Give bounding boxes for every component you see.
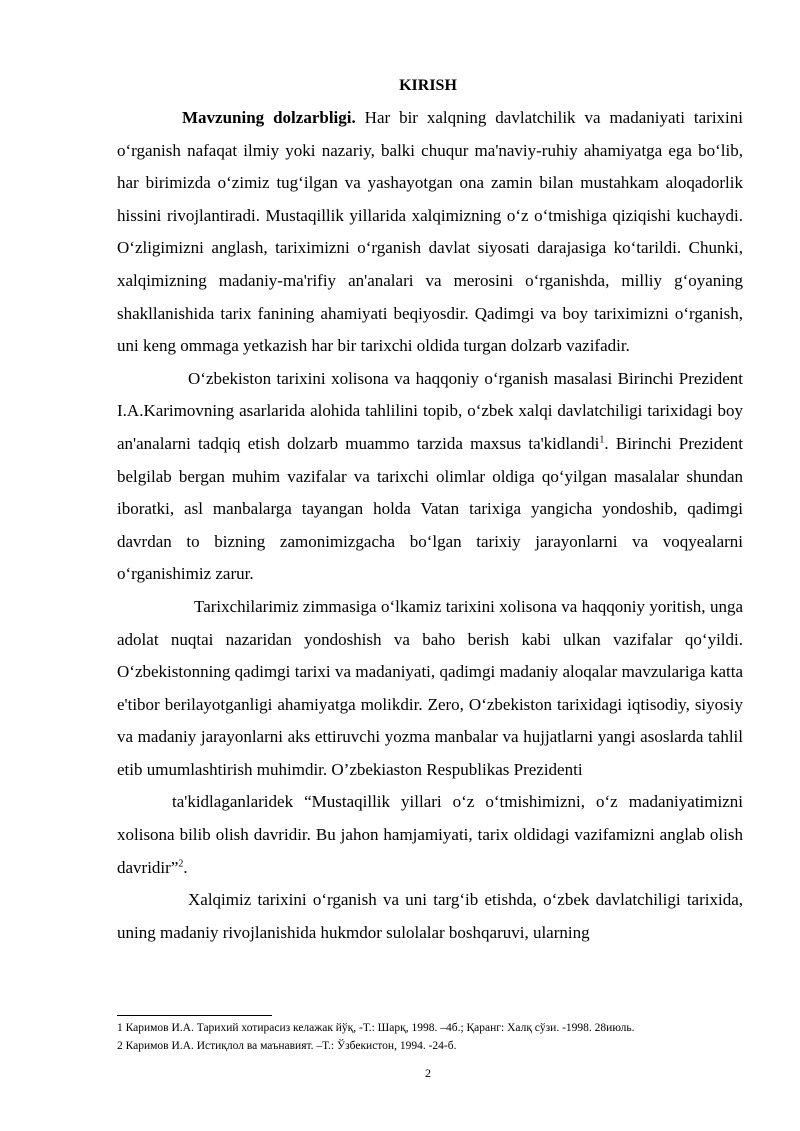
paragraph-4-text-b: .	[183, 857, 188, 877]
paragraph-5-text: Xalqimiz tarixini o‘rganish va uni targ‘ib etishda, o‘zbek davlatchiligi tarixida, uning madaniy rivojlanishida hukmdor sulolalar boshqaruvi, ularning	[117, 890, 743, 942]
paragraph-3	[117, 591, 743, 787]
paragraph-4	[117, 786, 743, 884]
paragraph-1-text: Har bir xalqning davlatchilik va madaniyati tarixini o‘rganish nafaqat ilmiy yoki nazariy, balki chuqur ma'naviy-ruhiy ahamiyatga ega bo‘lib, har birimizda o‘zimiz tug‘ilgan va yashayotgan ona zamin bilan mustahkam aloqadorlik hissini rivojlantiradi. Mustaqillik yillarida xalqimizning o‘z o‘tmishiga qiziqishi kuchaydi. O‘zligimizni anglash, tariximizni o‘rganish davlat siyosati darajasiga ko‘tarildi. Chunki, xalqimizning madaniy-ma'rifiy an'analari va merosini o‘rganishda, milliy g‘oyaning shakllanishida tarix fanining ahamiyati beqiyosdir. Qadimgi va boy tariximizni o‘rganish, uni keng ommaga yetkazish har bir tarixchi oldida turgan dolzarb vazifadir.	[117, 108, 743, 356]
footnote-separator	[117, 1015, 272, 1016]
page-number: 2	[425, 1066, 431, 1080]
paragraph-1	[117, 102, 743, 363]
footnote-1: 1 Каримов И.А. Тарихий хотирасиз келажак йўқ, -Т.: Шарқ, 1998. –4б.; Қаранг: Халқ сўзи. -1998. 28июль.	[117, 1022, 635, 1034]
paragraph-2-text-b: . Birinchi Prezident belgilab bergan muhim vazifalar va tarixchi olimlar oldiga qo‘yilgan masalalar shundan iboratki, asl manbalarga tayangan holda Vatan tarixiga yangicha yondoshib, qadimgi davrdan to bizning zamonimizgacha bo‘lgan tarixiy jarayonlarni va voqyealarni o‘rganishimiz zarur.	[117, 433, 743, 584]
footnote-2: 2 Каримов И.А. Истиқлол ва маънавият. –Т.: Ўзбекистон, 1994. -24-б.	[117, 1040, 457, 1052]
paragraph-2	[117, 363, 743, 591]
document-body	[117, 102, 743, 949]
paragraph-4-text-a: ta'kidlaganlaridek “Mustaqillik yillari o‘z o‘tmishimizni, o‘z madaniyatimizni xolisona bilib olish davridir. Bu jahon hamjamiyati, tarix oldidagi vazifamizni anglab olish davridir”	[117, 792, 743, 877]
paragraph-3-text: Tarixchilarimiz zimmasiga o‘lkamiz tarixini xolisona va haqqoniy yoritish, unga adolat nuqtai nazaridan yondoshish va baho berish kabi ulkan vazifalar qo‘yildi. O‘zbekistonning qadimgi tarixi va madaniyati, qadimgi madaniy aloqalar mavzulariga katta e'tibor berilayotganligi ahamiyatga molikdir. Zero, O‘zbekiston tarixidagi iqtisodiy, siyosiy va madaniy jarayonlarni aks ettiruvchi yozma manbalar va hujjatlarni yangi asoslarda tahlil etib umumlashtirish muhimdir. O’zbekiaston Respublikas Prezidenti	[117, 596, 743, 779]
footnote-ref-2[interactable]: 2	[178, 858, 184, 869]
page-title: KIRISH	[399, 77, 457, 94]
paragraph-1-lead: Mavzuning dolzarbligi.	[182, 108, 356, 127]
footnote-ref-1[interactable]: 1	[599, 434, 605, 446]
paragraph-5	[117, 884, 743, 949]
paragraph-2-text-a: O‘zbekiston tarixini xolisona va haqqoniy o‘rganish masalasi Birinchi Prezident I.A.Karimovning asarlarida alohida tahlilini topib, o‘zbek xalqi davlatchiligi tarixidagi boy an'analarni tadqiq etish dolzarb muammo tarzida maxsus ta'kidlandi	[117, 368, 743, 453]
